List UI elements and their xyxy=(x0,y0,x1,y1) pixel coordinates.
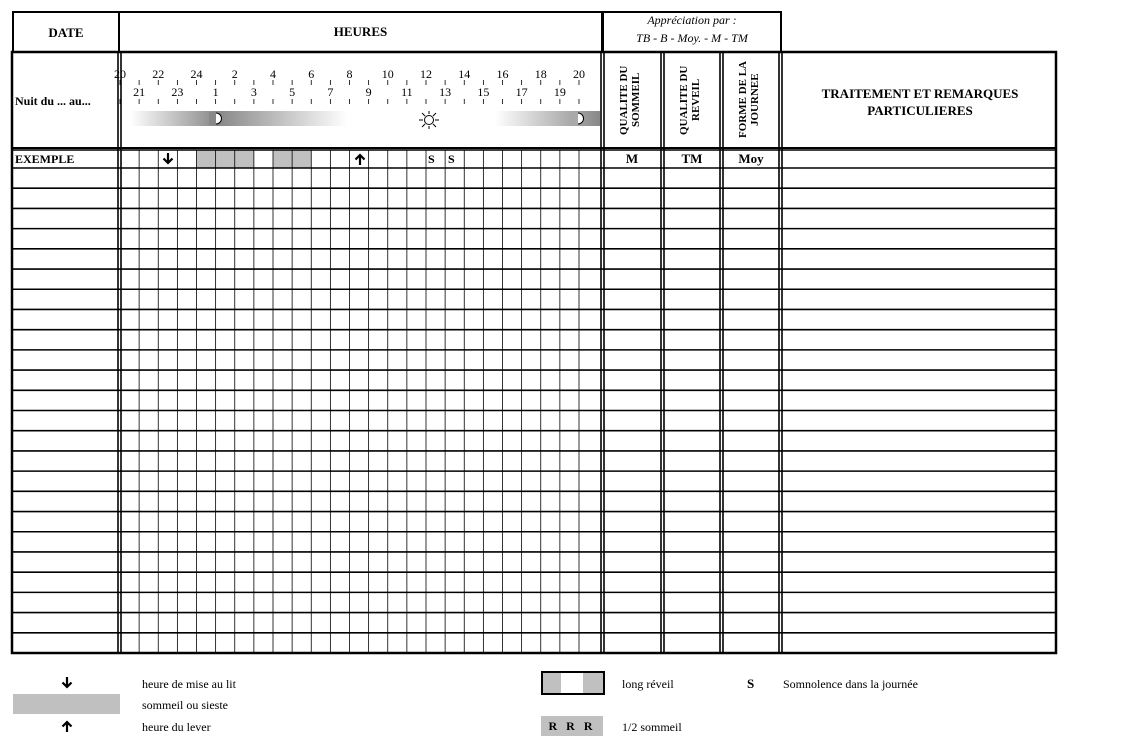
example-wake-quality: TM xyxy=(681,151,703,166)
hour-label-bottom: 9 xyxy=(365,85,372,99)
hour-label-top: 20 xyxy=(573,67,585,81)
night-row-label: Nuit du ... au... xyxy=(15,94,91,108)
hour-label-top: 22 xyxy=(152,67,165,81)
appreciation-scale: TB - B - Moy. - M - TM xyxy=(636,31,748,45)
somnolence-mark-1: S xyxy=(428,152,435,166)
hour-label-top: 14 xyxy=(458,67,471,81)
somnolence-mark-2: S xyxy=(448,152,455,166)
hour-label-bottom: 15 xyxy=(477,85,490,99)
legend-long-wake-swatch xyxy=(541,671,605,695)
legend-rise: heure du lever xyxy=(142,720,211,734)
hour-label-top: 24 xyxy=(190,67,203,81)
arrow-down-icon xyxy=(162,152,174,170)
hour-label-top: 12 xyxy=(420,67,432,81)
legend-somnolence: Somnolence dans la journée xyxy=(783,677,918,691)
legend-somnolence-symbol: S xyxy=(747,676,755,691)
legend-sleep-swatch xyxy=(13,694,120,714)
example-label: EXEMPLE xyxy=(15,152,75,166)
sleep-quality-header: QUALITE DU SOMMEIL xyxy=(618,65,642,135)
appreciation-title: Appréciation par : xyxy=(647,13,737,27)
hours-header: HEURES xyxy=(333,24,388,39)
hour-label-bottom: 21 xyxy=(133,85,146,99)
hour-label-bottom: 13 xyxy=(439,85,452,99)
hour-label-bottom: 7 xyxy=(327,85,334,99)
legend-rise-arrow-icon xyxy=(61,720,73,738)
hour-label-top: 6 xyxy=(308,67,315,81)
hour-label-top: 4 xyxy=(270,67,276,81)
treatment-header: TRAITEMENT ET REMARQUES PARTICULIERES xyxy=(821,86,1019,118)
example-sleep-quality: M xyxy=(625,151,639,166)
legend-sleep: sommeil ou sieste xyxy=(142,698,228,712)
hour-label-bottom: 5 xyxy=(289,85,296,99)
hour-label-top: 10 xyxy=(381,67,394,81)
hour-label-top: 20 xyxy=(114,67,126,81)
legend-bedtime: heure de mise au lit xyxy=(142,677,236,691)
arrow-up-icon xyxy=(354,153,366,171)
hour-label-bottom: 17 xyxy=(515,85,528,99)
hour-label-top: 16 xyxy=(496,67,509,81)
hour-label-bottom: 3 xyxy=(250,85,257,99)
legend-bed-arrow-icon xyxy=(61,676,73,694)
legend-long-wake: long réveil xyxy=(622,677,674,691)
hour-label-bottom: 19 xyxy=(553,85,566,99)
day-form-header: FORME DE LA JOURNEE xyxy=(737,61,761,139)
hour-label-top: 2 xyxy=(231,67,238,81)
date-header: DATE xyxy=(48,25,84,40)
hour-label-top: 8 xyxy=(346,67,353,81)
hour-label-bottom: 23 xyxy=(171,85,184,99)
legend-half-sleep: 1/2 sommeil xyxy=(622,720,682,734)
example-day-form: Moy xyxy=(738,151,764,166)
hour-label-bottom: 11 xyxy=(401,85,413,99)
legend-half-sleep-swatch: R R R xyxy=(541,716,603,736)
hour-label-top: 18 xyxy=(534,67,547,81)
sun-icon xyxy=(418,111,438,129)
hour-label-bottom: 1 xyxy=(212,85,219,99)
wake-quality-header: QUALITE DU REVEIL xyxy=(678,65,702,135)
